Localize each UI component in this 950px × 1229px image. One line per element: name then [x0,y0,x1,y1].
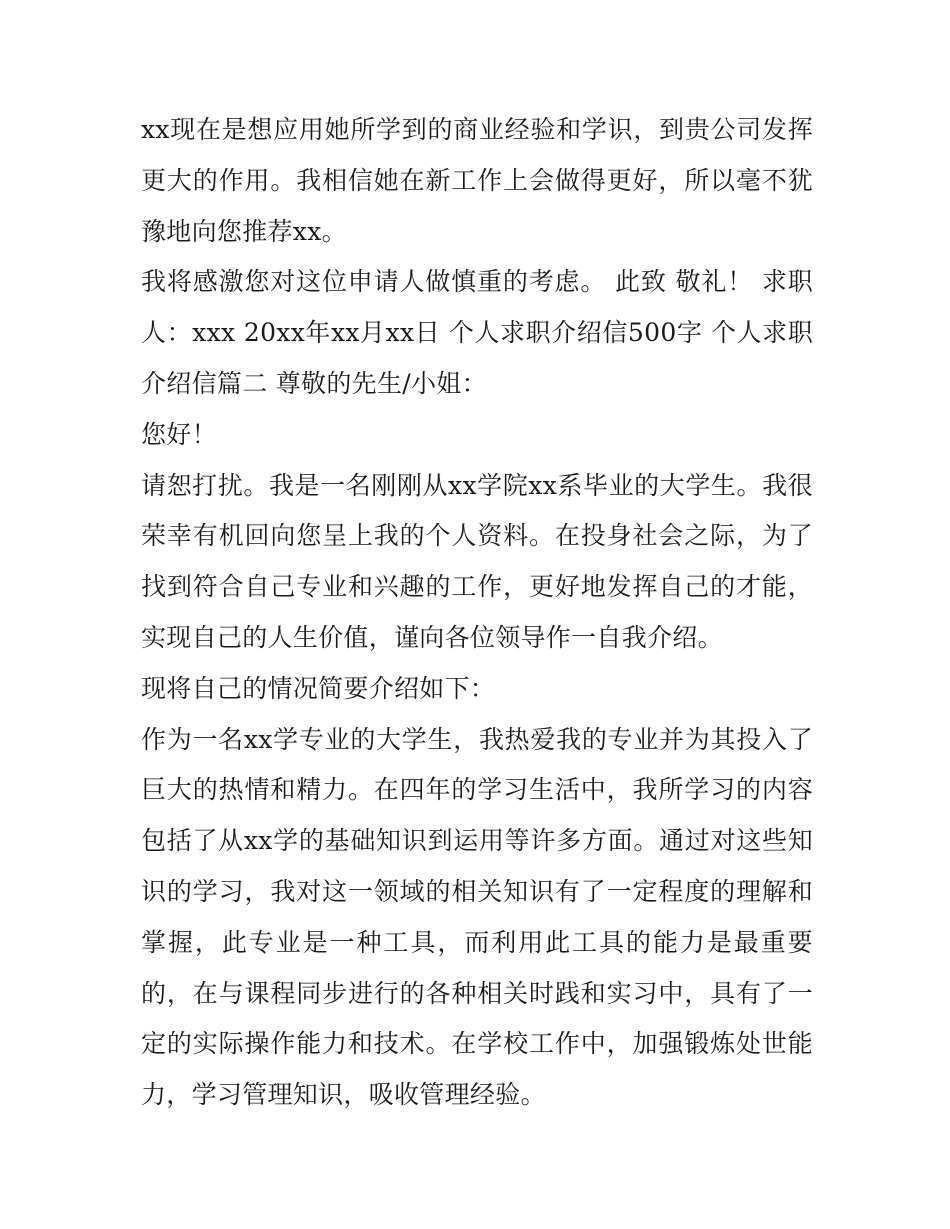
paragraph-closing: 我将感激您对这位申请人做慎重的考虑。 此致 敬礼！ 求职人：xxx 20xx年xx月xx日 个人求职介绍信500字 个人求职介绍信篇二 尊敬的先生/小姐： [141,267,813,398]
document-body [141,105,813,1121]
paragraph-greeting: 您好！ [141,419,217,449]
paragraph-education: 作为一名xx学专业的大学生，我热爱我的专业并为其投入了巨大的热情和精力。在四年的学习生活中，我所学习的内容包括了从xx学的基础知识到运用等许多方面。通过对这些知识的学习，我对这一领域的相关知识有了一定程度的理解和掌握，此专业是一种工具，而利用此工具的能力是最重要的，在与课程同步进行的各种相关时践和实习中，具有了一定的实际操作能力和技术。在学校工作中，加强锻炼处世能力，学习管理知识，吸收管理经验。 [141,724,813,1110]
paragraph-recommendation: xx现在是想应用她所学到的商业经验和学识，到贵公司发挥更大的作用。我相信她在新工作上会做得更好，所以毫不犹豫地向您推荐xx。 [141,115,813,246]
paragraph-introduction: 请恕打扰。我是一名刚刚从xx学院xx系毕业的大学生。我很荣幸有机回向您呈上我的个人资料。在投身社会之际，为了找到符合自己专业和兴趣的工作，更好地发挥自己的才能，实现自己的人生价值，谨向各位领导作一自我介绍。 [141,470,813,652]
paragraph-summary-lead: 现将自己的情况简要介绍如下： [141,673,496,703]
